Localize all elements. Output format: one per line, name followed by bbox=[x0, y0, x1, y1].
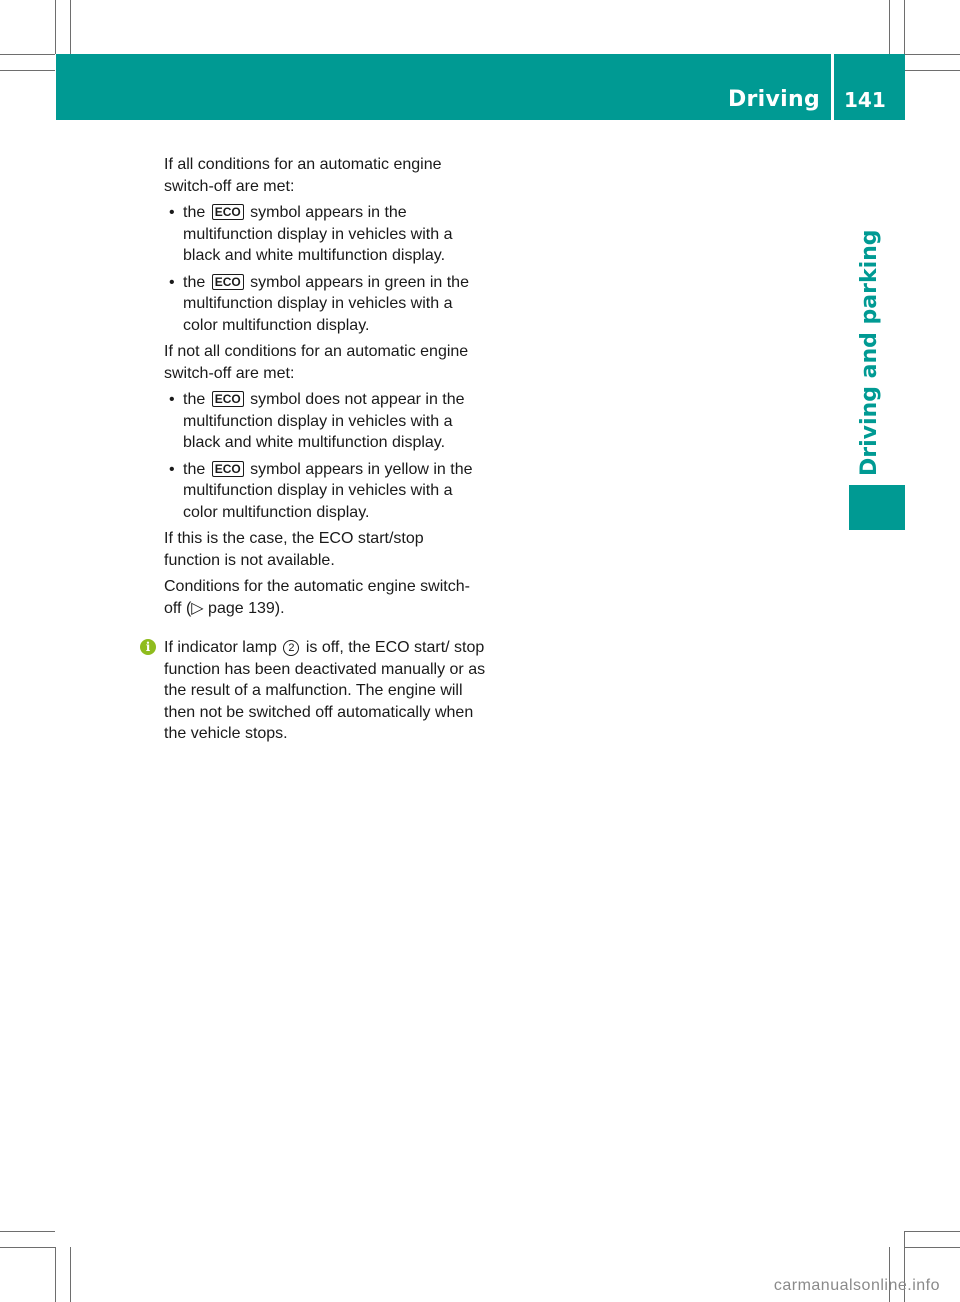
crop-mark bbox=[55, 0, 56, 54]
info-note: i If indicator lamp 2 is off, the ECO start/ stop function has been deactivated manually or as the result of a malfunction. The engine will then not be switched off automatically when the vehicle stops. bbox=[140, 637, 490, 745]
crop-mark bbox=[889, 0, 890, 54]
crop-mark bbox=[0, 70, 55, 71]
crop-mark bbox=[0, 1247, 55, 1248]
crop-mark bbox=[55, 1247, 56, 1302]
crop-mark bbox=[905, 70, 960, 71]
bullet-icon: • bbox=[169, 391, 175, 408]
eco-symbol-icon: ECO bbox=[212, 461, 244, 477]
list-item: • the ECO symbol appears in yellow in the multifunction display in vehicles with a color multifunction display. bbox=[169, 460, 473, 521]
conditions-reference: Conditions for the automatic engine switch-off (▷ page 139). bbox=[164, 578, 470, 617]
crop-mark bbox=[70, 0, 71, 54]
chapter-tab-marker bbox=[849, 485, 905, 530]
crop-mark bbox=[905, 1247, 960, 1248]
page-reference-link[interactable]: page 139). bbox=[208, 599, 285, 617]
crop-mark bbox=[905, 1231, 960, 1232]
page-ref-arrow-icon: ▷ bbox=[191, 599, 204, 617]
info-icon: i bbox=[140, 639, 156, 655]
crop-mark bbox=[904, 0, 905, 54]
case-text: If this is the case, the ECO start/stop function is not available. bbox=[164, 530, 424, 569]
crop-mark bbox=[0, 54, 55, 55]
crop-mark bbox=[70, 1247, 71, 1302]
chapter-tab-label: Driving and parking bbox=[857, 229, 882, 476]
list-item: • the ECO symbol appears in the multifunction display in vehicles with a black and white multifunction display. bbox=[169, 204, 453, 264]
intro-conditions-met: If all conditions for an automatic engine switch-off are met: bbox=[164, 156, 442, 195]
bullet-icon: • bbox=[169, 204, 175, 221]
watermark: carmanualsonline.info bbox=[773, 1277, 940, 1294]
eco-symbol-icon: ECO bbox=[212, 274, 244, 290]
eco-symbol-icon: ECO bbox=[212, 391, 244, 407]
bullet-icon: • bbox=[169, 273, 175, 291]
header-divider bbox=[831, 54, 834, 120]
intro-conditions-not-met: If not all conditions for an automatic engine switch-off are met: bbox=[164, 343, 469, 382]
list-item: • the ECO symbol does not appear in the multifunction display in vehicles with a black and white multifunction display. bbox=[169, 391, 465, 451]
crop-mark bbox=[905, 54, 960, 55]
page-number: 141 bbox=[844, 88, 886, 112]
list-item: • the ECO symbol appears in green in the multifunction display in vehicles with a color multifunction display. bbox=[169, 273, 469, 334]
section-title: Driving bbox=[727, 87, 820, 112]
main-content bbox=[164, 154, 484, 624]
eco-symbol-icon: ECO bbox=[212, 204, 244, 220]
bullet-icon: • bbox=[169, 460, 175, 478]
indicator-lamp-number: 2 bbox=[283, 640, 299, 656]
crop-mark bbox=[0, 1231, 55, 1232]
